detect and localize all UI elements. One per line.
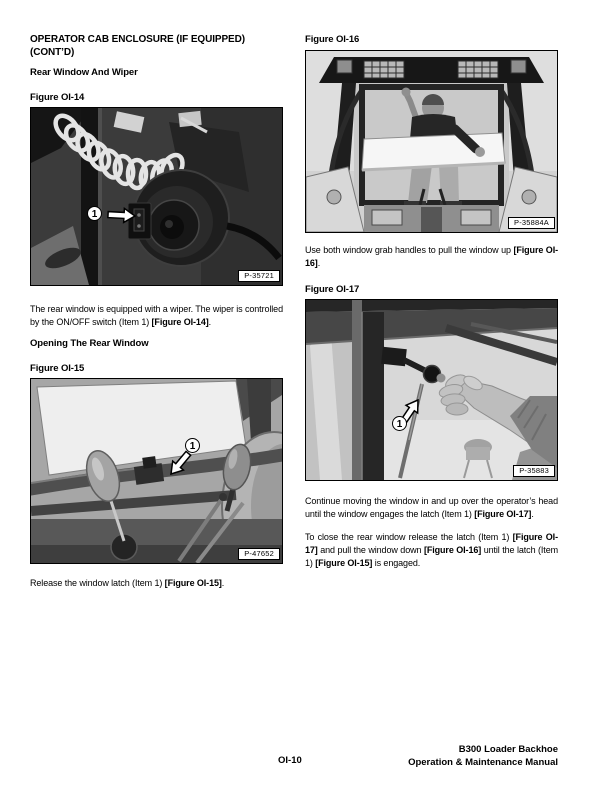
callout-1-marker: 1 [392, 416, 407, 431]
figure-oi-15-title: Figure OI-15 [30, 363, 85, 374]
paragraph-continue-moving: Continue moving the window in and up over the operator’s head until the window engages the latch (Item 1) [Figure OI-17]. [305, 496, 558, 519]
figure-oi-14-title: Figure OI-14 [30, 92, 85, 103]
callout-1-marker: 1 [87, 206, 102, 221]
figure-oi-17 [305, 299, 558, 481]
figure-oi-16-title: Figure OI-16 [305, 34, 360, 45]
footer-doc-name: B300 Loader Backhoe [458, 744, 558, 755]
paragraph-close-window: To close the rear window release the latch (Item 1) [Figure OI-17] and pull the window down [Figure OI-16] until the latch (Item 1) [Figure OI-15] is engaged. [305, 532, 558, 568]
callout-1-marker: 1 [185, 438, 200, 453]
footer-doc-title [305, 743, 558, 769]
figure-oi-16-photo [306, 51, 557, 232]
page-number: OI-10 [278, 755, 302, 766]
figure-oi-14-photo [31, 108, 282, 285]
paragraph-wiper: The rear window is equipped with a wiper. The wiper is controlled by the ON/OFF switch (Item 1) [Figure OI-14]. [30, 304, 283, 327]
figure-oi-15 [30, 378, 283, 564]
figure-oi-15-photo [31, 379, 282, 563]
right-column [305, 33, 558, 570]
figure-oi-17-title: Figure OI-17 [305, 284, 360, 295]
photo-id-label: P-35884A [508, 217, 555, 229]
figure-oi-16 [305, 50, 558, 233]
photo-id-label: P-47652 [238, 548, 280, 560]
left-column [30, 33, 283, 590]
photo-id-label: P-35721 [238, 270, 280, 282]
paragraph-grab-handles: Use both window grab handles to pull the window up [Figure OI-16]. [305, 245, 558, 268]
figure-oi-17-photo [306, 300, 557, 480]
subheading-rear-window-and-wiper: Rear Window And Wiper [30, 67, 138, 78]
photo-id-label: P-35883 [513, 465, 555, 477]
paragraph-release-latch: Release the window latch (Item 1) [Figure OI-15]. [30, 578, 225, 588]
footer-doc-type: Operation & Maintenance Manual [408, 757, 558, 768]
subheading-opening-rear-window: Opening The Rear Window [30, 338, 149, 349]
section-heading: OPERATOR CAB ENCLOSURE (IF EQUIPPED) (CONT’D) [30, 34, 245, 58]
figure-oi-14 [30, 107, 283, 286]
